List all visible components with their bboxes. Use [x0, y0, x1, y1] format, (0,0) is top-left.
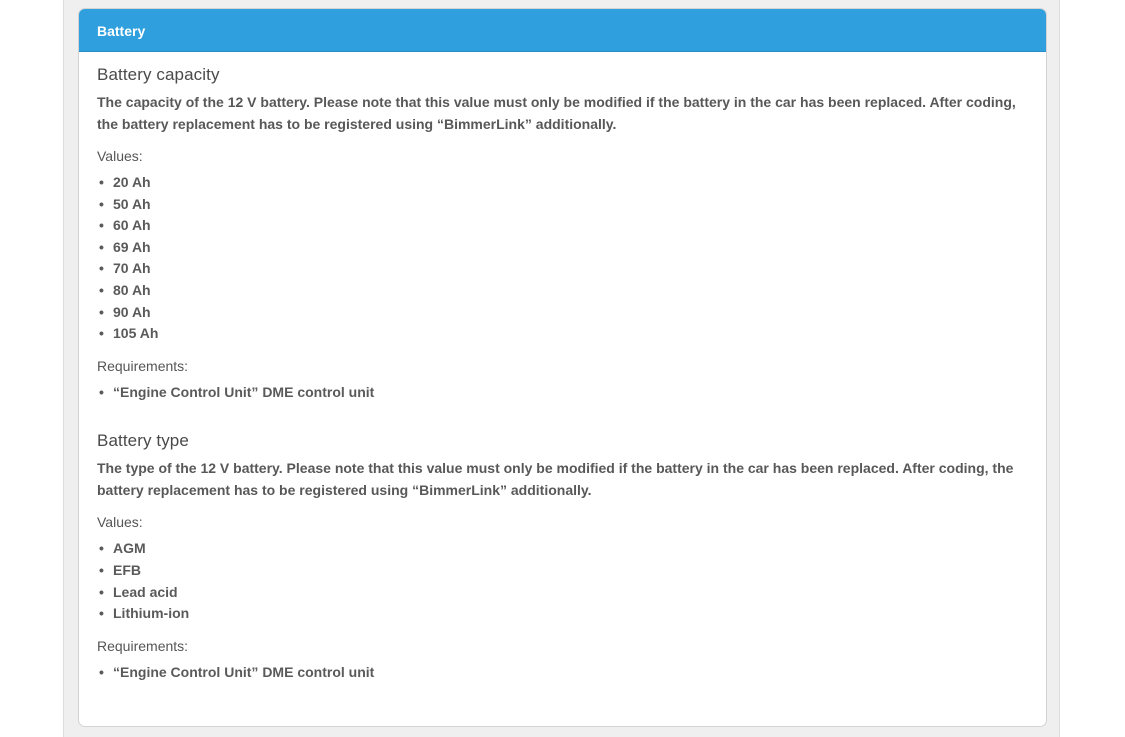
bullet-icon: • — [99, 663, 104, 680]
section-title: Battery type — [97, 431, 189, 451]
list-item: • 80 Ah — [113, 280, 1028, 302]
battery-panel — [78, 8, 1047, 727]
values-label: Values: — [97, 148, 143, 164]
list-item: • EFB — [113, 560, 1028, 582]
list-item: • AGM — [113, 538, 1028, 560]
list-item: • Lithium-ion — [113, 603, 1028, 625]
list-item: • 70 Ah — [113, 258, 1028, 280]
bullet-icon: • — [99, 605, 104, 622]
bullet-icon: • — [99, 325, 104, 342]
section-description: The capacity of the 12 V battery. Please note that this value must only be modified if the battery in the car has been replaced. After coding, the battery replacement has to be registered using “BimmerLink” additionally. — [97, 94, 1016, 132]
section-battery-type — [97, 430, 1028, 683]
section-description: The type of the 12 V battery. Please note that this value must only be modified if the battery in the car has been replaced. After coding, the battery replacement has to be registered using “BimmerLink” additionally. — [97, 460, 1014, 498]
bullet-icon: • — [99, 583, 104, 600]
requirements-label: Requirements: — [97, 357, 189, 374]
list-item: • 20 Ah — [113, 172, 1028, 194]
bullet-icon: • — [99, 561, 104, 578]
bullet-icon: • — [99, 540, 104, 557]
requirements-list — [97, 662, 1028, 684]
list-item: • “Engine Control Unit” DME control unit — [113, 382, 1028, 404]
bullet-icon: • — [99, 174, 104, 190]
list-item: • Lead acid — [113, 582, 1028, 604]
requirements-list — [97, 382, 1028, 404]
values-list — [97, 538, 1028, 624]
panel-body — [79, 52, 1046, 683]
bullet-icon: • — [99, 303, 104, 320]
section-title: Battery capacity — [97, 65, 220, 84]
values-label: Values: — [97, 514, 143, 531]
panel-header: Battery — [79, 9, 1046, 52]
list-item: • 90 Ah — [113, 302, 1028, 324]
bullet-icon: • — [99, 383, 104, 400]
list-item: • 50 Ah — [113, 194, 1028, 216]
list-item: • “Engine Control Unit” DME control unit — [113, 662, 1028, 684]
list-item: • 69 Ah — [113, 237, 1028, 259]
values-list — [97, 172, 1028, 345]
bullet-icon: • — [99, 195, 104, 212]
bullet-icon: • — [99, 260, 104, 277]
bullet-icon: • — [99, 238, 104, 255]
requirements-label: Requirements: — [97, 637, 189, 654]
bullet-icon: • — [99, 217, 104, 234]
list-item: • 105 Ah — [113, 323, 1028, 345]
section-battery-capacity — [97, 64, 1028, 403]
list-item: • 60 Ah — [113, 215, 1028, 237]
bullet-icon: • — [99, 281, 104, 298]
